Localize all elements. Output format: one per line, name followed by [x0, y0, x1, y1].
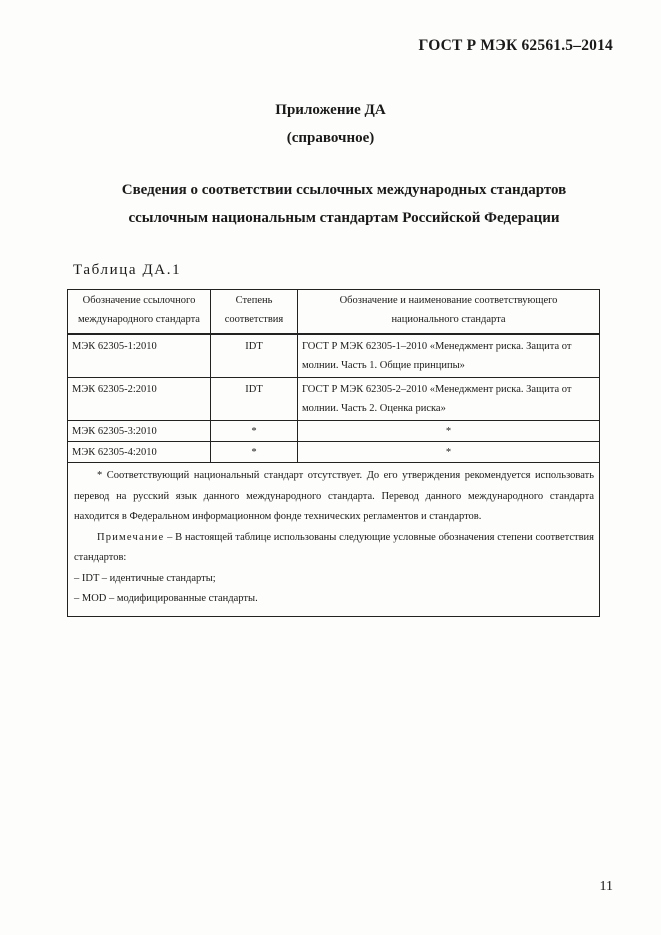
- legend-mod: – MOD – модифицированные стандарты.: [74, 593, 258, 604]
- table-footnote-cell: [68, 463, 600, 617]
- national-line: молнии. Часть 1. Общие принципы»: [302, 360, 465, 371]
- note-label: Примечание: [97, 531, 165, 543]
- appendix-title: Приложение ДА: [275, 102, 386, 118]
- legend-idt: – IDT – идентичные стандарты;: [74, 572, 216, 584]
- national-line: молнии. Часть 2. Оценка риска»: [302, 403, 446, 414]
- header-line: Обозначение и наименование соответствующего: [339, 295, 558, 306]
- header-national-standard: [298, 290, 600, 335]
- national-standard-cell: *: [298, 421, 600, 442]
- table-footer-row: [68, 463, 600, 617]
- table-row: [68, 421, 600, 442]
- header-line: национального стандарта: [391, 314, 506, 325]
- table-row: [68, 378, 600, 421]
- heading-line-1: Сведения о соответствии ссылочных международных стандартов: [121, 182, 567, 198]
- ref-standard-cell: МЭК 62305-3:2010: [68, 421, 211, 442]
- degree-cell: IDT: [211, 334, 298, 378]
- header-line: Степень: [235, 295, 273, 306]
- national-line: ГОСТ Р МЭК 62305-1–2010 «Менеджмент риска. Защита от: [302, 341, 572, 352]
- table-caption: Таблица ДА.1: [73, 262, 182, 278]
- national-standard-cell: [298, 334, 600, 378]
- page-number: 11: [599, 879, 613, 894]
- degree-cell: *: [211, 442, 298, 463]
- degree-cell: *: [211, 421, 298, 442]
- header-line: соответствия: [224, 314, 284, 325]
- table-row: [68, 334, 600, 378]
- heading-line-2: ссылочным национальным стандартам Российской Федерации: [128, 210, 560, 226]
- header-line: международного стандарта: [78, 314, 200, 325]
- national-line: ГОСТ Р МЭК 62305-2–2010 «Менеджмент риска. Защита от: [302, 384, 572, 395]
- header-ref-standard: [68, 290, 211, 335]
- header-degree: [211, 290, 298, 335]
- degree-cell: IDT: [211, 378, 298, 421]
- national-standard-cell: *: [298, 442, 600, 463]
- appendix-subtitle: (справочное): [286, 130, 375, 146]
- table-row: [68, 442, 600, 463]
- note-text: – В настоящей таблице использованы следующие условные обозначения степени соответствия стандартов:: [74, 531, 594, 563]
- header-line: Обозначение ссылочного: [82, 295, 196, 306]
- correspondence-table: [67, 289, 600, 617]
- ref-standard-cell: МЭК 62305-4:2010: [68, 442, 211, 463]
- footnote-text: * Соответствующий национальный стандарт отсутствует. До его утверждения рекомендуется использовать перевод на русский язык данного международного стандарта. Перевод данного международного стандарта находится в Федеральном информационном фонде технических регламентов и стандартов.: [74, 470, 594, 522]
- note-paragraph: [74, 528, 594, 569]
- table-header-row: [68, 290, 600, 335]
- document-code: ГОСТ Р МЭК 62561.5–2014: [418, 37, 613, 54]
- national-standard-cell: [298, 378, 600, 421]
- ref-standard-cell: МЭК 62305-2:2010: [68, 378, 211, 421]
- ref-standard-cell: МЭК 62305-1:2010: [68, 334, 211, 378]
